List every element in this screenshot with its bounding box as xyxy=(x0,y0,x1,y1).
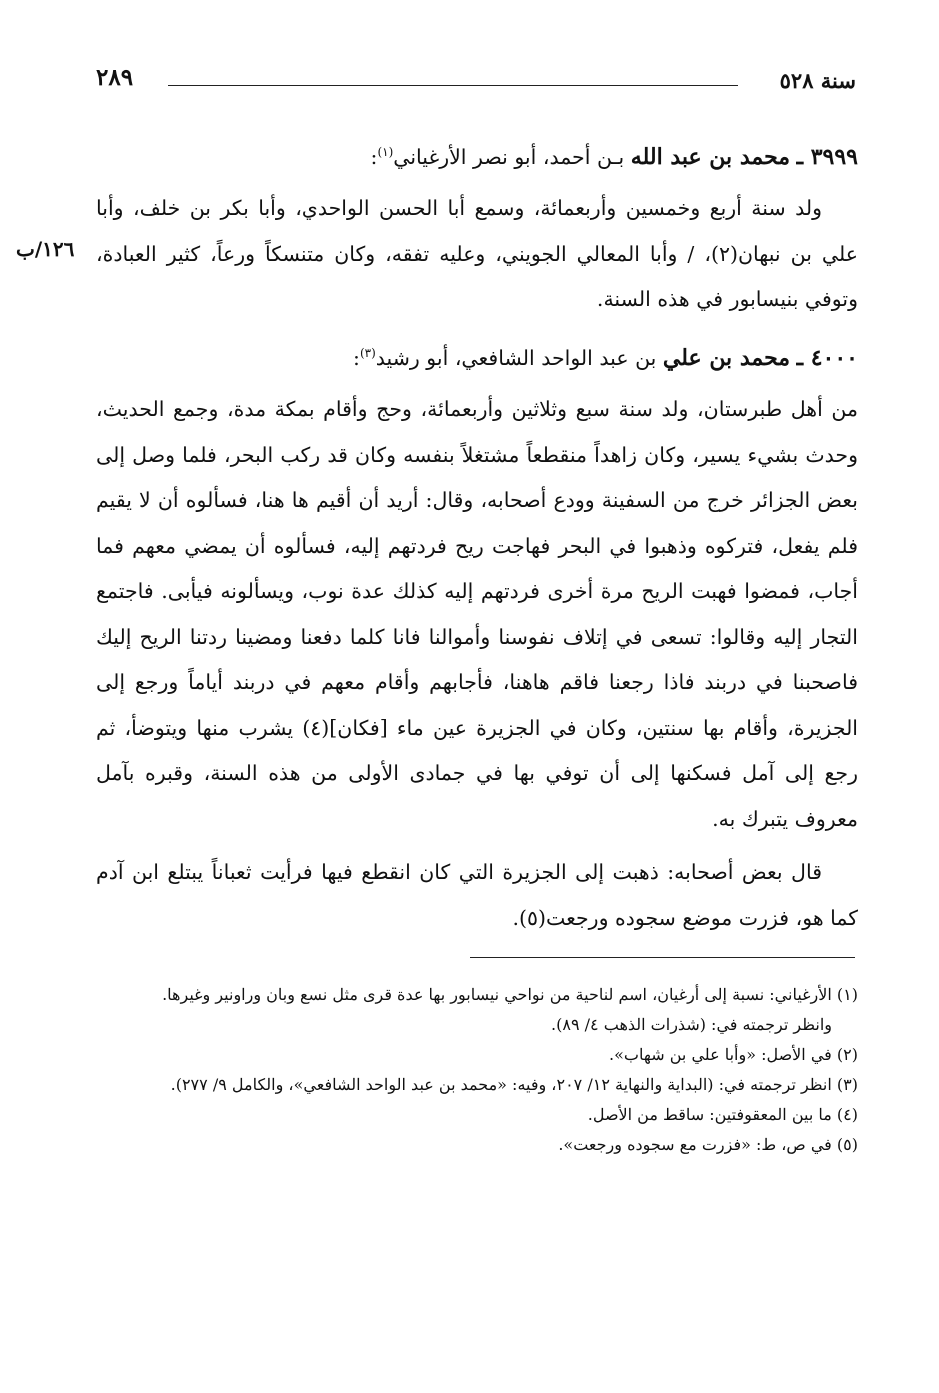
entry-name: محمد بن عبد الله xyxy=(630,143,791,170)
entry-heading-3999 xyxy=(96,130,858,180)
header-rule xyxy=(168,85,738,86)
entry-lineage: بـن أحمد، أبو نصر الأرغياني xyxy=(393,144,631,169)
entry-number: ٣٩٩٩ ـ xyxy=(796,143,858,170)
entry-paragraph: ولد سنة أربع وخمسين وأربعمائة، وسمع أبا الحسن الواحدي، وأبا بكر بن خلف، وأبا علي بن نبهان(٢)، / وأبا المعالي الجويني، وعليه تفقه، وكان متنسكاً ورعاً، كثير العبادة، وتوفي بنيسابور في هذه السنة. xyxy=(96,196,858,312)
entry-paragraph: من أهل طبرستان، ولد سنة سبع وثلاثين وأربعمائة، وحج وأقام بمكة مدة، وجمع الحديث، وحدث بشيء يسير، وكان زاهداً منقطعاً مشتغلاً بنفسه وكان قد ركب البحر، فلما وصل إلى بعض الجزائر خرج من السفينة وودع أصحابه، وقال: أريد أن أقيم ها هنا، فسألوه أن لا يقيم فلم يفعل، فتركوه وذهبوا في البحر فهاجت ريح فردتهم إليه، فسألوه أن يمضي معهم فما أجاب، فمضوا فهبت الريح مرة أخرى فردتهم إليه كذلك عدة نوب، ويسألونه فيأبى. فاجتمع التجار إليه وقالوا: تسعى في إتلاف نفوسنا وأموالنا فانا كلما دفعنا ومضينا ردتنا الريح إليك فاصحبنا في دربند فاذا رجعنا فاقم هاهنا، فأجابهم وأقام معهم في دربند أياماً ورجع إلى الجزيرة، وأقام بها سنتين، وكان في الجزيرة عين ماء [فكان](٤) يشرب منها ويتوضأ، ثم رجع إلى آمل فسكنها إلى أن توفي بها في جمادى الأولى من هذه السنة، وقبره بآمل معروف يتبرك به. xyxy=(96,397,859,831)
main-text xyxy=(96,130,858,949)
entry-name: محمد بن علي xyxy=(662,344,791,371)
footnote-1-continued: وانظر ترجمته في: (شذرات الذهب ٤/ ٨٩). xyxy=(551,1015,832,1034)
entry-heading-4000 xyxy=(96,331,858,381)
footnote-ref: (٣) xyxy=(359,345,376,360)
entry-colon: : xyxy=(370,144,378,169)
footnote-2: (٢) في الأصل: «وأبا علي بن شهاب». xyxy=(609,1045,858,1064)
footnote-ref: (١) xyxy=(377,145,394,159)
footnote-5: (٥) في ص، ط: «فزرت مع سجوده ورجعت». xyxy=(558,1135,858,1154)
running-header xyxy=(96,62,856,98)
entry-paragraph: قال بعض أصحابه: ذهبت إلى الجزيرة التي كان انقطع فيها فرأيت ثعباناً يبتلع ابن آدم كما هو، فزرت موضع سجوده ورجعت(٥). xyxy=(96,860,858,930)
entry-colon: : xyxy=(353,345,360,370)
page-number: ٢٨٩ xyxy=(96,64,134,91)
entry-number: ٤٠٠٠ ـ xyxy=(796,344,858,371)
running-title: سنة ٥٢٨ xyxy=(779,68,856,93)
footnote-separator xyxy=(470,957,855,958)
footnotes xyxy=(96,980,858,1160)
entry-lineage: بن عبد الواحد الشافعي، أبو رشيد xyxy=(375,345,663,370)
footnote-4: (٤) ما بين المعقوفتين: ساقط من الأصل. xyxy=(587,1105,858,1124)
manuscript-folio-note: ١٢٦/ب xyxy=(16,237,75,261)
footnote-3: (٣) انظر ترجمته في: (البداية والنهاية ١٢/ ٢٠٧، وفيه: «محمد بن عبد الواحد الشافعي»، والكامل ٩/ ٢٧٧). xyxy=(170,1075,858,1094)
footnote-1: (١) الأرغياني: نسبة إلى أرغيان، اسم لناحية من نواحي نيسابور بها عدة قرى مثل نسع وبان وراونير وغيرها. xyxy=(162,985,858,1004)
